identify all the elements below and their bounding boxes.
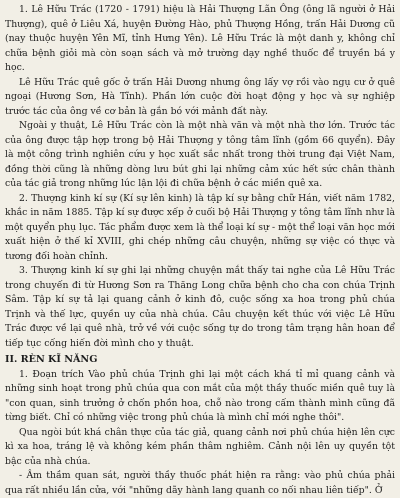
paragraph-hometown: Lê Hữu Trác quê gốc ở trấn Hải Dương nhưng ông lấy vợ rồi vào ngụ cư ở quê ngoại (Hương Sơn, Hà Tĩnh). Phần lớn cuộc đời hoạt động y học và sự nghiệp trước tác của ông về cơ bản là gắn bó với mảnh đất này. xyxy=(5,76,395,117)
paragraph-works: Ngoài y thuật, Lê Hữu Trác còn là một nhà văn và một nhà thơ lớn. Trước tác của ông được tập hợp trong bộ Hải Thượng y tông tâm lĩnh (gồm 66 quyển). Đây là một công trình nghiên cứu y học xuất sắc nhất trong thời trung đại Việt Nam, đồng thời cũng là những dòng lưu bút ghi lại những cảm xúc hết sức chân thành của tác giả trong những lúc lận lội đi chữa bệnh ở các miền quê xa. xyxy=(5,120,395,189)
paragraph-excerpt-intro: 1. Đoạn trích Vào phủ chúa Trịnh ghi lại một cách khá tỉ mỉ quang cảnh và những sinh hoạt trong phủ chúa qua con mắt của một thầy thuốc miền quê tuy là "con quan, sinh trưởng ở chốn phồn hoa, chỗ nào trong cấm thành mình cũng đã từng biết. Chỉ có những việc trong phủ chúa là mình chỉ mới nghe thôi". xyxy=(5,368,395,423)
paragraph-author-bio: 1. Lê Hữu Trác (1720 - 1791) hiệu là Hải Thượng Lãn Ông (ông lã người ở Hải Thượng), quê ở Liêu Xá, huyện Đường Hào, phủ Thượng Hồng, trấn Hải Dương cũ (nay thuộc huyện Yên Mĩ, tỉnh Hưng Yên). Lê Hữu Trác là một danh y, không chỉ chữa bệnh giỏi mà còn soạn sách và mở trường dạy nghề thuốc để truyền bá y học. xyxy=(5,4,395,73)
paragraph-story-summary: 3. Thượng kinh kí sự ghi lại những chuyện mắt thấy tai nghe của Lê Hữu Trác trong chuyến đi từ Hương Sơn ra Thăng Long chữa bệnh cho cha con chúa Trịnh Sâm. Tập kí sự tả lại quang cảnh ở kinh đô, cuộc sống xa hoa trong phủ chúa Trịnh và thế lực, quyền uy của nhà chúa. Câu chuyện kết thúc với việc Lê Hữu Trác được về lại quê nhà, trở về với cuộc sống tự do trong tâm trạng hân hoan để tiếp tục cống hiến đời mình cho y thuật. xyxy=(5,265,395,349)
paragraph-palace-scene: Qua ngòi bút khá chân thực của tác giả, quang cảnh nơi phủ chúa hiện lên cực kì xa hoa, tráng lệ và không kém phần thâm nghiêm. Cảnh nội lên uy quyền tột bậc của nhà chúa. xyxy=(5,426,395,467)
section-heading: II. RÈN KĨ NĂNG xyxy=(5,354,98,365)
paragraph-observation: - Âm thầm quan sát, người thầy thuốc phát hiện ra rằng: vào phủ chúa phải qua rất nhiều lần cửa, với "những dãy hành lang quanh co nối nhau liên tiếp". Ở xyxy=(5,470,395,496)
paragraph-thuong-kinh-ki-su: 2. Thượng kinh kí sự (Kí sự lên kinh) là tập kí sự bằng chữ Hán, viết năm 1782, khắc in năm 1885. Tập kí sự được xếp ở cuối bộ Hải Thượng y tông tâm lĩnh như là một quyển phụ lục. Tác phẩm được xem là thể loại kí sự - một thể loại văn học mới xuất hiện ở thế kỉ XVIII, ghi chép những câu chuyện, những sự việc có thực và tương đối hoàn chỉnh. xyxy=(5,192,395,262)
